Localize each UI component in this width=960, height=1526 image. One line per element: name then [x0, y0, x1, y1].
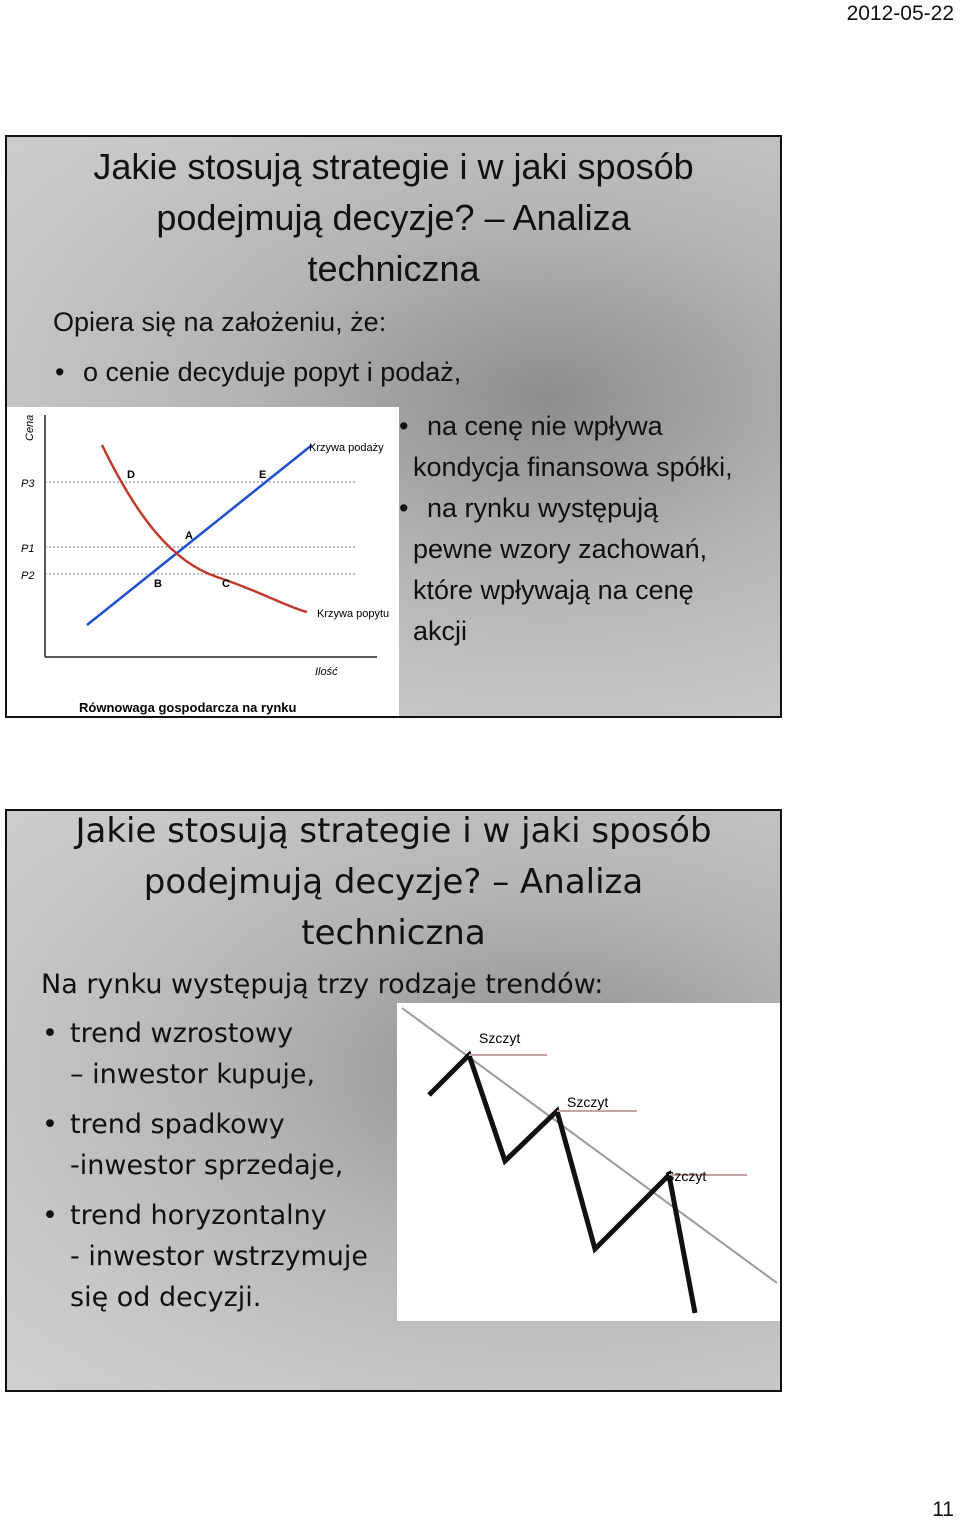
trend-item-desc: - inwestor wstrzymuje	[70, 1241, 369, 1272]
demand-curve-label: Krzywa popytu	[317, 608, 390, 620]
peak-label: Szczyt	[479, 1030, 521, 1046]
trend-line	[402, 1008, 777, 1283]
price-label-p1: P1	[21, 543, 35, 555]
title-line: Jakie stosują strategie i w jaki sposób	[75, 811, 712, 851]
bullet-continuation: które wpływają na cenę	[413, 575, 694, 605]
slide-2	[5, 809, 782, 1392]
trend-item-desc: -inwestor sprzedaje,	[70, 1150, 344, 1181]
price-label-p3: P3	[21, 478, 35, 490]
point-label-c: C	[222, 578, 230, 590]
supply-demand-diagram	[7, 407, 399, 716]
title-line: techniczna	[301, 913, 486, 953]
trend-item-label: • trend wzrostowy	[70, 1018, 293, 1049]
slide-1-title	[7, 141, 780, 294]
title-line: podejmują decyzje? – Analiza	[143, 862, 644, 902]
bullet-item: • na rynku występują	[427, 493, 658, 524]
bullet-continuation: pewne wzory zachowań,	[413, 534, 708, 564]
peak-label: Szczyt	[567, 1094, 609, 1110]
bullet-continuation: akcji	[413, 616, 468, 646]
y-axis-label: Cena	[24, 414, 36, 441]
title-line: podejmują decyzje? – Analiza	[156, 197, 631, 238]
trend-item-label: • trend spadkowy	[70, 1109, 285, 1140]
slide-1	[5, 135, 782, 718]
slide-2-title	[7, 809, 780, 959]
trend-item-desc: – inwestor kupuje,	[70, 1059, 316, 1090]
title-line: techniczna	[307, 248, 480, 289]
intro-text: Opiera się na założeniu, że:	[53, 307, 387, 337]
bullet-item: • o cenie decyduje popyt i podaż,	[83, 357, 461, 388]
price-label-p2: P2	[21, 570, 35, 582]
downtrend-diagram	[397, 1003, 780, 1321]
diagram-caption: Równowaga gospodarcza na rynku	[79, 700, 297, 715]
title-line: Jakie stosują strategie i w jaki sposób	[93, 146, 694, 187]
supply-curve	[87, 445, 312, 625]
price-path	[429, 1055, 695, 1313]
peak-label: Szczyt	[665, 1168, 707, 1184]
point-label-b: B	[154, 578, 162, 590]
intro-text: Na rynku występują trzy rodzaje trendów:	[41, 969, 604, 1000]
x-axis-label: Ilość	[315, 666, 338, 678]
bullet-item: • na cenę nie wpływa	[427, 411, 663, 442]
point-label-a: A	[185, 530, 193, 542]
date-header: 2012-05-22	[846, 2, 954, 25]
trend-item-desc: się od decyzji.	[70, 1282, 262, 1313]
point-label-e: E	[259, 469, 267, 481]
point-label-d: D	[127, 469, 135, 481]
page-number: 11	[932, 1498, 954, 1521]
trend-item-label: • trend horyzontalny	[70, 1200, 327, 1231]
bullet-continuation: kondycja finansowa spółki,	[413, 452, 733, 482]
supply-curve-label: Krzywa podaży	[309, 442, 384, 454]
